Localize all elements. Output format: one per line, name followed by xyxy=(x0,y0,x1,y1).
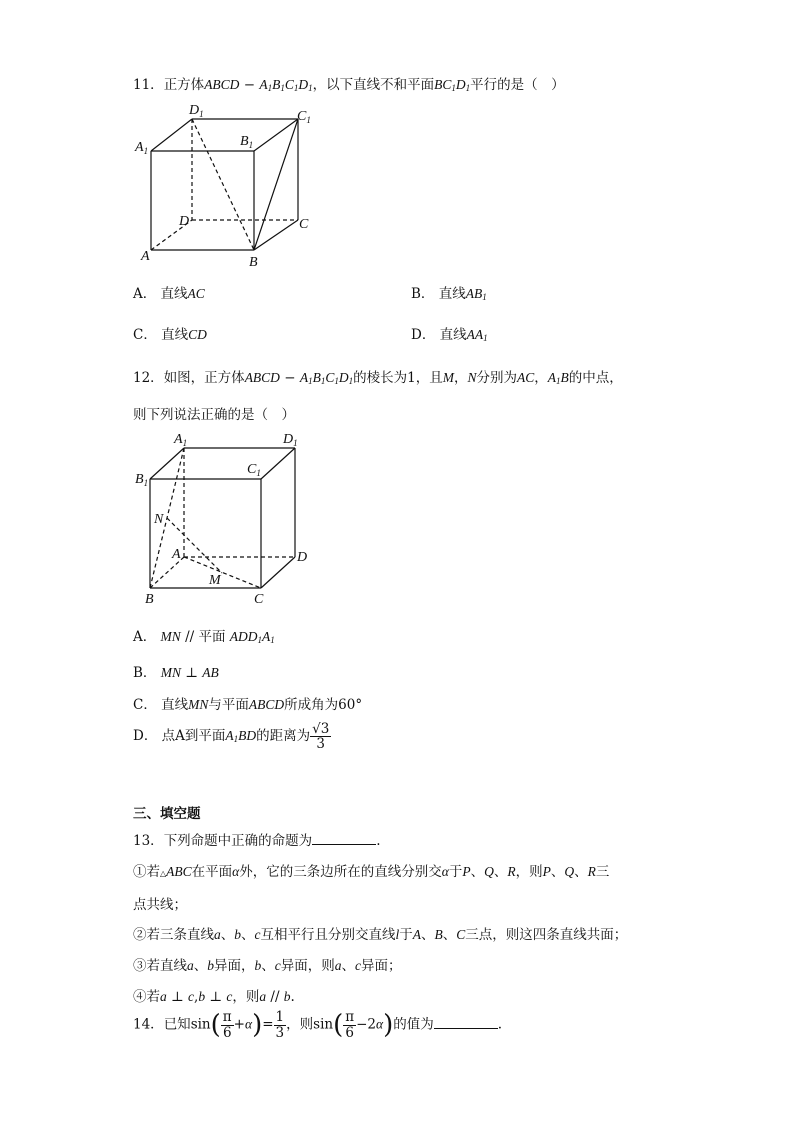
q12-number: 12． xyxy=(133,370,164,386)
label-b: B xyxy=(145,592,154,607)
q13-item-4: ④若a ⊥ c,b ⊥ c，则a // b. xyxy=(133,989,295,1005)
label-b1: $B_1$ xyxy=(240,134,254,150)
label-n: N xyxy=(154,512,164,527)
label-b1: $B_1$ xyxy=(135,472,149,488)
q14-number: 14． xyxy=(133,1016,164,1033)
q13-item-1-cont: 点共线； xyxy=(133,897,187,913)
label-a: A xyxy=(141,249,150,264)
q12-option-a[interactable]: A． MN // 平面 $ADD_1A_1$ xyxy=(133,629,275,645)
q12-option-b[interactable]: B． MN ⊥ AB xyxy=(133,665,219,681)
q11-option-a[interactable]: A． 直线AC xyxy=(133,286,205,302)
label-d: D xyxy=(297,550,308,565)
answer-blank[interactable] xyxy=(434,1016,498,1029)
q13-item-1: ①若△ABC在平面α外，它的三条边所在的直线分别交α于P、Q、R，则P、Q、R三 xyxy=(133,864,610,880)
answer-blank[interactable] xyxy=(312,832,376,845)
label-c1: $C_1$ xyxy=(247,462,261,478)
q11-option-b[interactable]: B． 直线$AB_1$ xyxy=(411,286,487,302)
q13-item-3: ③若直线a、b异面，b、c异面，则a、c异面； xyxy=(133,958,402,974)
q13-number: 13． xyxy=(133,833,164,849)
label-d: D xyxy=(179,214,190,229)
q11-number: 11． xyxy=(133,77,164,93)
q12-stem: 12．如图，正方体ABCD − $A_1B_1C_1D_1$的棱长为1，且M，N分别为AC，$A_1B$的中点， xyxy=(133,370,623,386)
q11-option-c[interactable]: C． 直线CD xyxy=(133,327,207,343)
q12-stem-line2: 则下列说法正确的是（ ） xyxy=(133,407,295,423)
label-a1: $A_1$ xyxy=(135,140,149,156)
label-b: B xyxy=(249,255,258,270)
label-c: C xyxy=(299,217,309,232)
label-d1: $D_1$ xyxy=(283,432,298,448)
section-heading: 三、填空题 xyxy=(133,806,201,822)
label-m: M xyxy=(209,573,221,588)
q11-stem: 11．正方体ABCD − $A_1B_1C_1D_1$，以下直线不和平面$BC_1D_1$平行的是（ ） xyxy=(133,77,565,93)
label-a: A xyxy=(172,547,181,562)
q12-cube-figure xyxy=(133,428,323,608)
label-c1: $C_1$ xyxy=(297,109,311,125)
q13-item-2: ②若三条直线a、b、c互相平行且分别交直线l于A、B、C三点，则这四条直线共面； xyxy=(133,927,628,943)
label-c: C xyxy=(254,592,264,607)
q11-option-d[interactable]: D． 直线$AA_1$ xyxy=(411,327,488,343)
q12-option-c[interactable]: C． 直线MN与平面ABCD所成角为60° xyxy=(133,697,363,713)
q11-cube-figure xyxy=(133,100,323,270)
label-d1: $D_1$ xyxy=(189,103,204,119)
q12-option-d[interactable]: D． 点A到平面$A_1BD$的距离为 $\frac{√3}{3}$ xyxy=(133,721,330,753)
label-a1: $A_1$ xyxy=(174,432,188,448)
fraction-sqrt3-over-3: $\frac{√3}{3}$ xyxy=(312,721,330,753)
q14-stem: 14．已知sin( $\frac{\pi}{6}$ +α)= $\frac{1}{3}$ ，则sin( $\frac{\pi}{6}$ −2α)的值为 . xyxy=(133,1009,503,1041)
q13-stem: 13．下列命题中正确的命题为 . xyxy=(133,833,381,849)
